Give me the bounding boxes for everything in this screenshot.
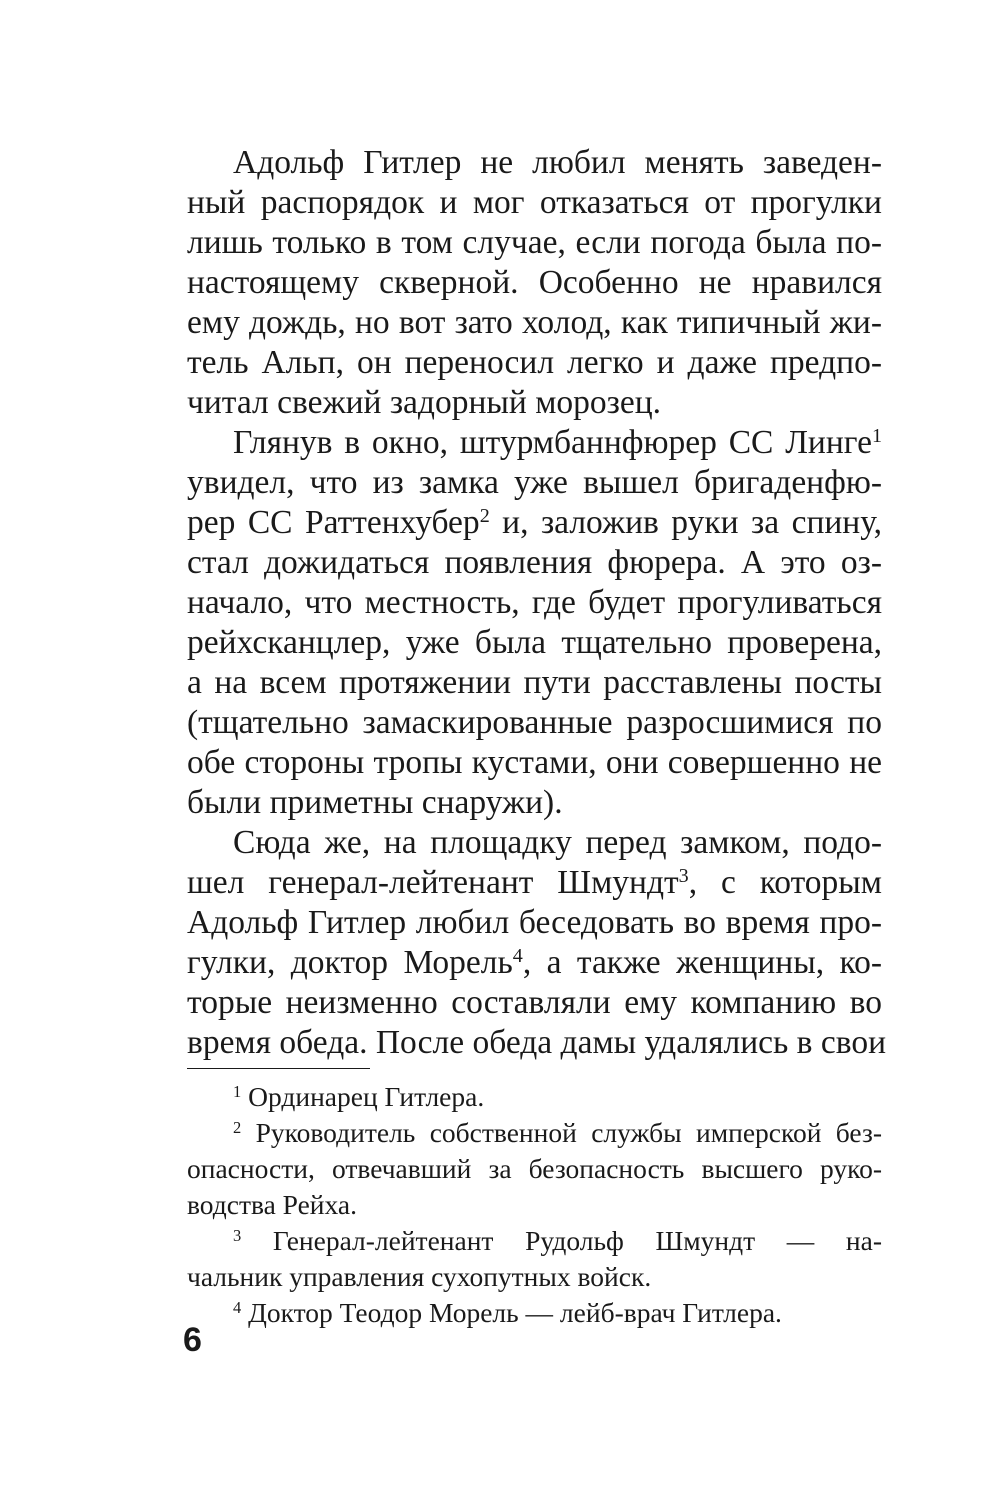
text-span: шел генерал-лейтенант Шмундт <box>187 864 679 901</box>
text-line: а на всем протяжении пути расставлены посты <box>187 664 882 701</box>
text-span: Глянув в окно, штурмбаннфюрер СС Линге <box>233 424 872 461</box>
text-line <box>233 423 882 463</box>
text-span: рер СС Раттенхубер <box>187 504 480 541</box>
text-line: лишь только в том случае, если погода была по- <box>187 224 882 261</box>
footnote-number: 1 <box>233 1081 242 1101</box>
text-span: , а также женщины, ко- <box>522 944 882 981</box>
text-line: торые неизменно составляли ему компанию во <box>187 984 882 1021</box>
text-line: ный распорядок и мог отказаться от прогулки <box>187 184 882 221</box>
text-line: рейхсканцлер, уже была тщательно проверена, <box>187 624 882 661</box>
text-line <box>187 943 882 983</box>
text-line <box>187 863 882 903</box>
footnote-1 <box>233 1079 882 1115</box>
footnote-line: водства Рейха. <box>187 1189 357 1220</box>
footnote-separator <box>187 1068 370 1069</box>
footnote-3 <box>233 1223 882 1259</box>
text-span: и, заложив руки за спину, <box>489 504 882 541</box>
footnote-2 <box>233 1115 882 1151</box>
footnote-ref-2: 2 <box>479 504 490 527</box>
text-line: начало, что местность, где будет прогуливаться <box>187 584 882 621</box>
text-line: Адольф Гитлер любил беседовать во время про- <box>187 904 882 941</box>
text-line: Адольф Гитлер не любил менять заведен- <box>233 144 882 181</box>
text-span: гулки, доктор Морель <box>187 944 513 981</box>
footnote-text: Генерал-лейтенант Рудольф Шмундт — на- <box>241 1225 882 1256</box>
text-line: (тщательно замаскированные разросшимися по <box>187 704 882 741</box>
footnote-number: 4 <box>233 1297 242 1317</box>
footnote-text: Доктор Теодор Морель — лейб-врач Гитлера. <box>241 1297 782 1328</box>
page-number: 6 <box>183 1321 202 1359</box>
text-line: тель Альп, он переносил легко и даже предпо- <box>187 344 882 381</box>
text-line: стал дожидаться появления фюрера. А это оз- <box>187 544 882 581</box>
footnote-number: 3 <box>233 1225 242 1245</box>
text-line: ему дождь, но вот зато холод, как типичный жи- <box>187 304 882 341</box>
footnote-ref-1: 1 <box>871 424 882 447</box>
footnote-4 <box>233 1295 882 1331</box>
text-line: обе стороны тропы кустами, они совершенно не <box>187 744 882 781</box>
text-line <box>187 503 882 543</box>
text-span: , с которым <box>688 864 882 901</box>
text-line: время обеда. После обеда дамы удалялись в свои <box>187 1024 887 1061</box>
footnote-text: Ординарец Гитлера. <box>241 1081 485 1112</box>
text-line: увидел, что из замка уже вышел бригаденфю- <box>187 464 882 501</box>
footnote-ref-3: 3 <box>678 864 689 887</box>
footnote-number: 2 <box>233 1117 242 1137</box>
footnote-text: Руководитель собственной службы имперской без- <box>241 1117 882 1148</box>
text-line: настоящему скверной. Особенно не нравился <box>187 264 882 301</box>
footnote-line: опасности, отвечавший за безопасность высшего руко- <box>187 1153 882 1184</box>
footnote-ref-4: 4 <box>512 944 523 967</box>
text-line: читал свежий задорный морозец. <box>187 384 662 421</box>
text-line: Сюда же, на площадку перед замком, подо- <box>233 824 882 861</box>
text-line: были приметны снаружи). <box>187 784 563 821</box>
footnote-line: чальник управления сухопутных войск. <box>187 1261 652 1292</box>
